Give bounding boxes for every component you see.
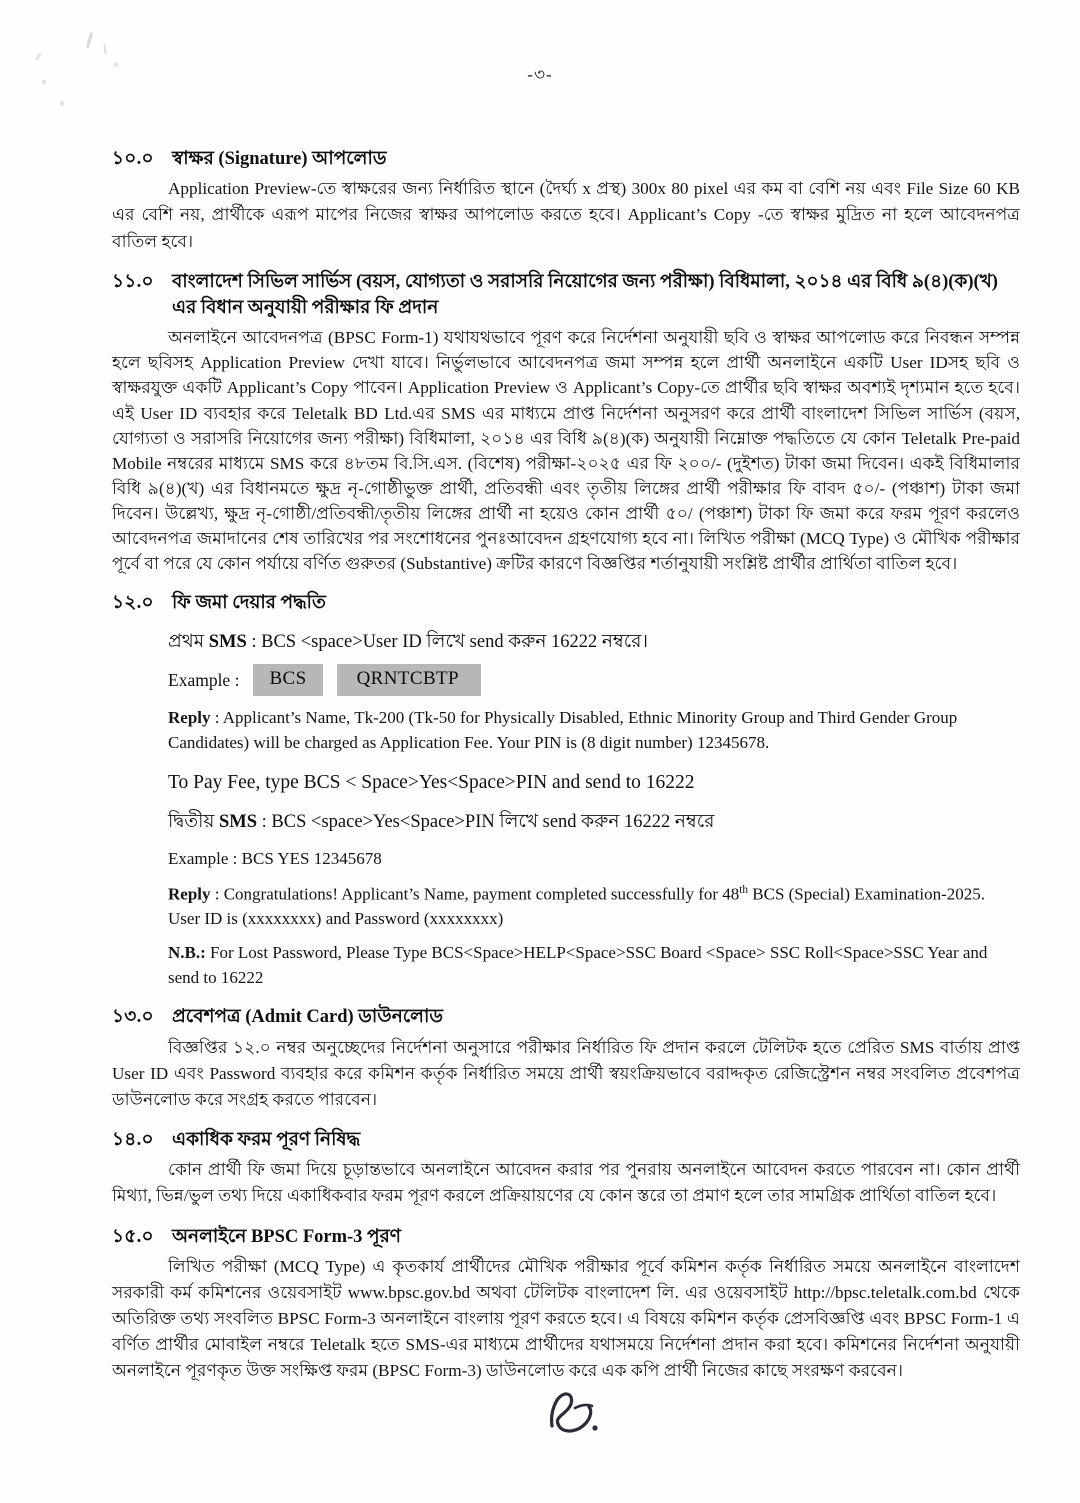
section-12-title: ফি জমা দেয়ার পদ্ধতি	[172, 593, 326, 614]
section-15-title: অনলাইনে BPSC Form-3 পূরণ	[172, 1226, 401, 1247]
section-14-title: একাধিক ফরম পূরণ নিষিদ্ধ	[172, 1130, 361, 1151]
second-sms-instruction	[168, 809, 1020, 837]
section-10-heading	[112, 146, 1020, 172]
section-13	[112, 1004, 1020, 1113]
reply-2-label: Reply	[168, 884, 211, 904]
example-box-userid: QRNTCBTP	[337, 664, 481, 696]
example-label: Example :	[168, 669, 240, 690]
section-12-heading	[112, 590, 1020, 616]
handwritten-signature-icon	[534, 1378, 624, 1448]
section-14-number: ১৪.০	[112, 1130, 154, 1151]
reply-2-text-before: : Congratulations! Applicant’s Name, payment completed successfully for 48	[210, 884, 740, 904]
example-row	[168, 664, 1020, 696]
section-15-number: ১৫.০	[112, 1226, 154, 1247]
second-sms-text: : BCS <space>Yes<Space>PIN লিখে send করুন 16222 নম্বরে	[257, 812, 715, 833]
reply-2-text-after: BCS (Special) Examination-2025. User ID is (xxxxxxxx) and Password (xxxxxxxx)	[168, 884, 986, 928]
section-10-number: ১০.০	[112, 149, 154, 169]
scan-artifact	[60, 101, 64, 106]
section-11-number: ১১.০	[112, 271, 154, 292]
section-15-heading	[112, 1224, 1020, 1250]
section-11-heading	[112, 269, 1020, 322]
scan-artifact	[103, 44, 106, 54]
section-10-body: Application Preview-তে স্বাক্ষরের জন্য নির্ধারিত স্থানে (দৈর্ঘ্য x প্রস্থ) 300x 80 pixel এর কম বা বেশি নয় এবং File Size 60 KB এর বেশি নয়, প্রার্থীকে এরূপ মাপের নিজের স্বাক্ষর আপলোড করতে হবে। Applicant’s Copy -তে স্বাক্ষর মুদ্রিত না হলে আবেদনপত্র বাতিল হবে।	[112, 179, 1021, 251]
first-sms-instruction	[168, 629, 1020, 657]
scan-artifact	[86, 32, 93, 48]
section-10-title: স্বাক্ষর (Signature) আপলোড	[172, 149, 387, 169]
section-14	[112, 1127, 1020, 1210]
reply-1	[168, 706, 1020, 755]
section-11	[112, 269, 1020, 577]
second-sms-prefix: দ্বিতীয়	[168, 812, 219, 833]
section-11-body: অনলাইনে আবেদনপত্র (BPSC Form-1) যথাযথভাবে পূরণ করে নির্দেশনা অনুযায়ী ছবি ও স্বাক্ষর আপলোড করে নিবন্ধন সম্পন্ন হলে ছবিসহ Application Preview দেখা যাবে। নির্ভুলভাবে আবেদনপত্র জমা সম্পন্ন হলে প্রার্থী অনলাইনে একটি User IDসহ ছবি ও স্বাক্ষরযুক্ত একটি Applicant’s Copy পাবেন। Application Preview ও Applicant’s Copy-তে প্রার্থীর ছবি স্বাক্ষর অবশ্যই দৃশ্যমান হতে হবে। এই User ID ব্যবহার করে Teletalk BD Ltd.এর SMS এর মাধ্যমে প্রাপ্ত নির্দেশনা অনুসরণ করে প্রার্থী বাংলাদেশ সিভিল সার্ভিস (বয়স, যোগ্যতা ও সরাসরি নিয়োগের জন্য পরীক্ষা) বিধিমালা, ২০১৪ এর বিধি ৯(৪)(ক) অনুযায়ী নিম্নোক্ত পদ্ধতিতে যে কোন Teletalk Pre-paid Mobile নম্বরের মাধ্যমে SMS করে ৪৮তম বি.সি.এস. (বিশেষ) পরীক্ষা-২০২৫ এর ফি ২০০/- (দুইশত) টাকা জমা দিবেন। একই বিধিমালার বিধি ৯(৪)(খ) এর বিধানমতে ক্ষুদ্র নৃ-গোষ্ঠীভুক্ত প্রার্থী, প্রতিবন্ধী এবং তৃতীয় লিঙ্গের প্রার্থী পরীক্ষার ফি বাবদ ৫০/- (পঞ্চাশ) টাকা জমা দিবেন। উল্লেখ্য, ক্ষুদ্র নৃ-গোষ্ঠী/প্রতিবন্ধী/তৃতীয় লিঙ্গের প্রার্থী না হয়েও কোন প্রার্থী ৫০/ (পঞ্চাশ) টাকা ফি জমা করে ফরম পূরণ করলেও আবেদনপত্র জমাদানের শেষ তারিখের পর সংশোধনের পুনঃআবেদন গ্রহণযোগ্য হবে না। লিখিত পরীক্ষা (MCQ Type) ও মৌখিক পরীক্ষার পূর্বে বা পরে যে কোন পর্যায়ে বর্ণিত গুরুতর (Substantive) ক্রটির কারণে বিজ্ঞপ্তির শর্তানুযায়ী সংশ্লিষ্ট প্রার্থীর প্রার্থিতা বাতিল হবে।	[112, 328, 1020, 574]
scan-artifact	[35, 52, 42, 61]
second-sms-label: SMS	[218, 812, 258, 833]
section-13-heading	[112, 1004, 1020, 1030]
section-15-body: লিখিত পরীক্ষা (MCQ Type) এ কৃতকার্য প্রার্থীদের মৌখিক পরীক্ষার পূর্বে কমিশন কর্তৃক নির্ধারিত সময়ে অনলাইনে বাংলাদেশ সরকারী কর্ম কমিশনের ওয়েবসাইট www.bpsc.gov.bd অথবা টেলিটক বাংলাদেশ লি. এর ওয়েবসাইট http://bpsc.teletalk.com.bd থেকে অতিরিক্ত তথ্য সংবলিত BPSC Form-3 অনলাইনে বাংলায় পূরণ করতে হবে। এ বিষয়ে কমিশন কর্তৃক প্রেসবিজ্ঞপ্তি এবং BPSC Form-1 এ বর্ণিত প্রার্থীর মোবাইল নম্বরে Teletalk হতে SMS-এর মাধ্যমে প্রার্থীদের যথাসময়ে নির্দেশনা প্রদান করা হবে। কমিশনের নির্দেশনা অনুযায়ী অনলাইনে পূরণকৃত উক্ত সংক্ষিপ্ত ফরম (BPSC Form-3) ডাউনলোড করে এক কপি প্রার্থী নিজের কাছে সংরক্ষণ করবেন।	[112, 1256, 1020, 1381]
page-number: -৩-	[527, 65, 553, 84]
first-sms-text: : BCS <space>User ID লিখে send করুন 16222 নম্বরে।	[246, 631, 649, 652]
example-box-bcs: BCS	[253, 664, 322, 696]
section-13-title: প্রবেশপত্র (Admit Card) ডাউনলোড	[172, 1007, 443, 1028]
example-2: Example : BCS YES 12345678	[168, 849, 382, 869]
section-15	[112, 1224, 1020, 1385]
section-13-body: বিজ্ঞপ্তির ১২.০ নম্বর অনুচ্ছেদের নির্দেশনা অনুসারে পরীক্ষার নির্ধারিত ফি প্রদান করলে টেলিটক হতে প্রেরিত SMS বার্তায় প্রাপ্ত User ID এবং Password ব্যবহার করে কমিশন কর্তৃক নির্ধারিত সময়ে প্রার্থী স্বয়ংক্রিয়ভাবে বরাদ্দকৃত রেজিস্ট্রেশন নম্বর সংবলিত প্রবেশপত্র ডাউনলোড করে সংগ্রহ করতে পারবেন।	[112, 1037, 1020, 1109]
pay-fee-instruction: To Pay Fee, type BCS < Space>Yes<Space>PIN and send to 16222	[168, 772, 695, 794]
reply-2-ordinal-suffix: th	[739, 883, 749, 896]
reply-2	[168, 882, 1020, 932]
section-11-title: বাংলাদেশ সিভিল সার্ভিস (বয়স, যোগ্যতা ও সরাসরি নিয়োগের জন্য পরীক্ষা) বিধিমালা, ২০১৪ এর বিধি ৯(৪)(ক)(খ) এর বিধান অনুযায়ী পরীক্ষার ফি প্রদান	[172, 271, 998, 318]
nb-note	[168, 941, 1020, 990]
first-sms-label: SMS	[208, 631, 247, 652]
document-body	[112, 132, 1020, 1391]
section-12	[112, 590, 1020, 990]
reply-1-text: : Applicant’s Name, Tk-200 (Tk-50 for Physically Disabled, Ethnic Minority Group and Third Gender Group Candidates) will be charged as Application Fee. Your PIN is (8 digit number) 12345678.	[168, 708, 958, 752]
section-14-heading	[112, 1127, 1020, 1153]
section-13-number: ১৩.০	[112, 1007, 154, 1028]
reply-1-label: Reply	[168, 708, 211, 728]
first-sms-prefix: প্রথম	[168, 631, 209, 652]
section-12-number: ১২.০	[112, 593, 154, 614]
nb-text: For Lost Password, Please Type BCS<Space>HELP<Space>SSC Board <Space> SSC Roll<Space>SSC Year and send to 16222	[168, 943, 988, 987]
nb-label: N.B.:	[168, 943, 206, 963]
section-14-body: কোন প্রার্থী ফি জমা দিয়ে চূড়ান্তভাবে অনলাইনে আবেদন করার পর পুনরায় অনলাইনে আবেদন করতে পারবেন না। কোন প্রার্থী মিথ্যা, ভিন্ন/ভুল তথ্য দিয়ে একাধিকবার ফরম পূরণ করলে প্রক্রিয়ায়ণের যে কোন স্তরে তা প্রমাণ হলে তার সামগ্রিক প্রার্থিতা বাতিল হবে।	[112, 1160, 1020, 1206]
section-10	[112, 146, 1020, 255]
